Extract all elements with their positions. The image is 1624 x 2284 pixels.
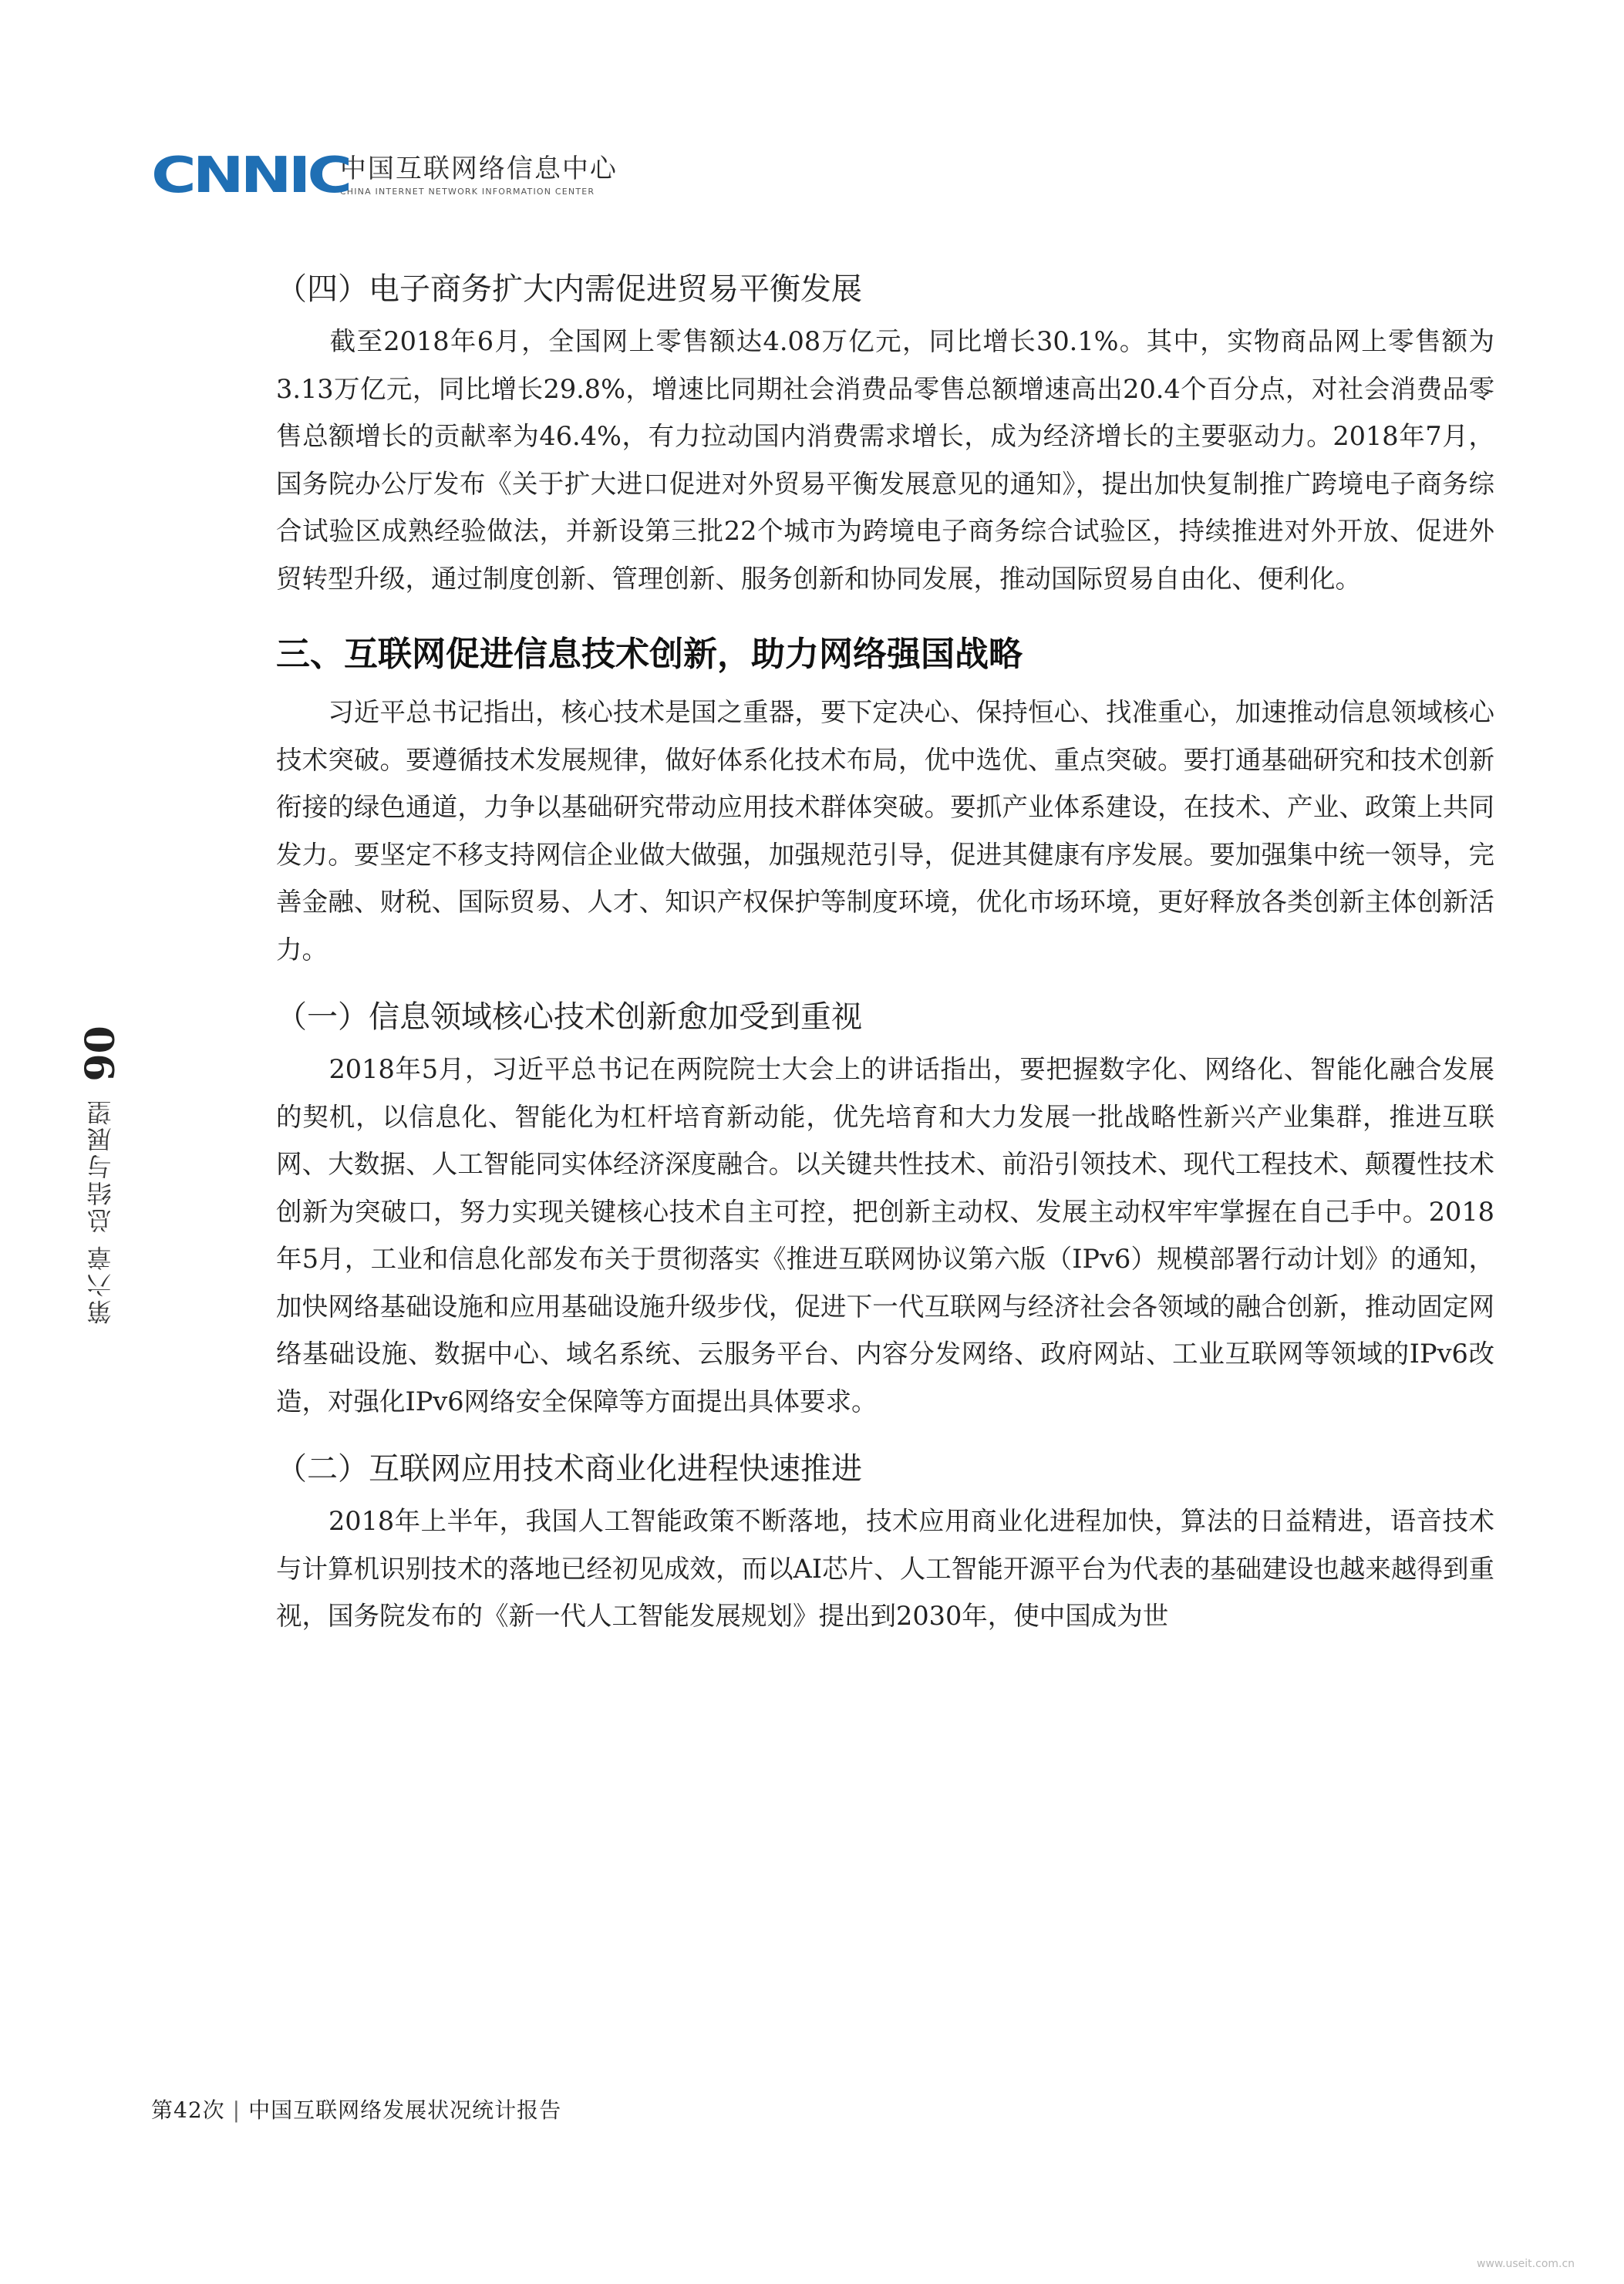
section-heading-tech-innovation: 三、互联网促进信息技术创新，助力网络强国战略 (276, 635, 1023, 674)
side-chapter-marker (77, 1026, 124, 1325)
chapter-label: 第六章 总结与展望 (86, 1098, 116, 1325)
main-content (276, 261, 1494, 1640)
org-name-en: CHINA INTERNET NETWORK INFORMATION CENTER (339, 187, 595, 197)
logo-mark: CNNIC (151, 147, 349, 204)
page-number: 90 (77, 1026, 124, 1082)
logo-text (340, 155, 618, 197)
section-heading-core-tech: （一）信息领域核心技术创新愈加受到重视 (276, 999, 862, 1035)
cnnic-logo (151, 147, 618, 204)
page-footer (151, 2094, 561, 2124)
footer-issue: 第42次 (151, 2097, 225, 2123)
paragraph: 2018年上半年，我国人工智能政策不断落地，技术应用商业化进程加快，算法的日益精进，语音技术与计算机识别技术的落地已经初见成效，而以AI芯片、人工智能开源平台为代表的基础建设也越来越得到重视，国务院发布的《新一代人工智能发展规划》提出到2030年，使中国成为世 (276, 1506, 1494, 1631)
org-name-cn: 中国互联网络信息中心 (339, 153, 618, 184)
section-heading-commercialization: （二）互联网应用技术商业化进程快速推进 (276, 1451, 862, 1487)
paragraph: 习近平总书记指出，核心技术是国之重器，要下定决心、保持恒心、找准重心，加速推动信息领域核心技术突破。要遵循技术发展规律，做好体系化技术布局，优中选优、重点突破。要打通基础研究和技术创新衔接的绿色通道，力争以基础研究带动应用技术群体突破。要抓产业体系建设，在技术、产业、政策上共同发力。要坚定不移支持网信企业做大做强，加强规范引导，促进其健康有序发展。要加强集中统一领导，完善金融、财税、国际贸易、人才、知识产权保护等制度环境，优化市场环境，更好释放各类创新主体创新活力。 (276, 697, 1494, 965)
watermark: www.useit.com.cn (1477, 2258, 1575, 2270)
section-heading-ecommerce: （四）电子商务扩大内需促进贸易平衡发展 (276, 271, 862, 307)
paragraph: 2018年5月，习近平总书记在两院院士大会上的讲话指出，要把握数字化、网络化、智能化融合发展的契机，以信息化、智能化为杠杆培育新动能，优先培育和大力发展一批战略性新兴产业集群，推进互联网、大数据、人工智能同实体经济深度融合。以关键共性技术、前沿引领技术、现代工程技术、颠覆性技术创新为突破口，努力实现关键核心技术自主可控，把创新主动权、发展主动权牢牢掌握在自己手中。2018年5月，工业和信息化部发布关于贯彻落实《推进互联网协议第六版（IPv6）规模部署行动计划》的通知，加快网络基础设施和应用基础设施升级步伐，促进下一代互联网与经济社会各领域的融合创新，推动固定网络基础设施、数据中心、域名系统、云服务平台、内容分发网络、政府网站、工业互联网等领域的IPv6改造，对强化IPv6网络安全保障等方面提出具体要求。 (276, 1054, 1494, 1417)
footer-separator: | (232, 2097, 241, 2123)
footer-report-title: 中国互联网络发展状况统计报告 (248, 2097, 562, 2123)
paragraph: 截至2018年6月，全国网上零售额达4.08万亿元，同比增长30.1%。其中，实物商品网上零售额为3.13万亿元，同比增长29.8%，增速比同期社会消费品零售总额增速高出20.4个百分点，对社会消费品零售总额增长的贡献率为46.4%，有力拉动国内消费需求增长，成为经济增长的主要驱动力。2018年7月，国务院办公厅发布《关于扩大进口促进对外贸易平衡发展意见的通知》，提出加快复制推广跨境电子商务综合试验区成熟经验做法，并新设第三批22个城市为跨境电子商务综合试验区，持续推进对外开放、促进外贸转型升级，通过制度创新、管理创新、服务创新和协同发展，推动国际贸易自由化、便利化。 (276, 326, 1495, 594)
